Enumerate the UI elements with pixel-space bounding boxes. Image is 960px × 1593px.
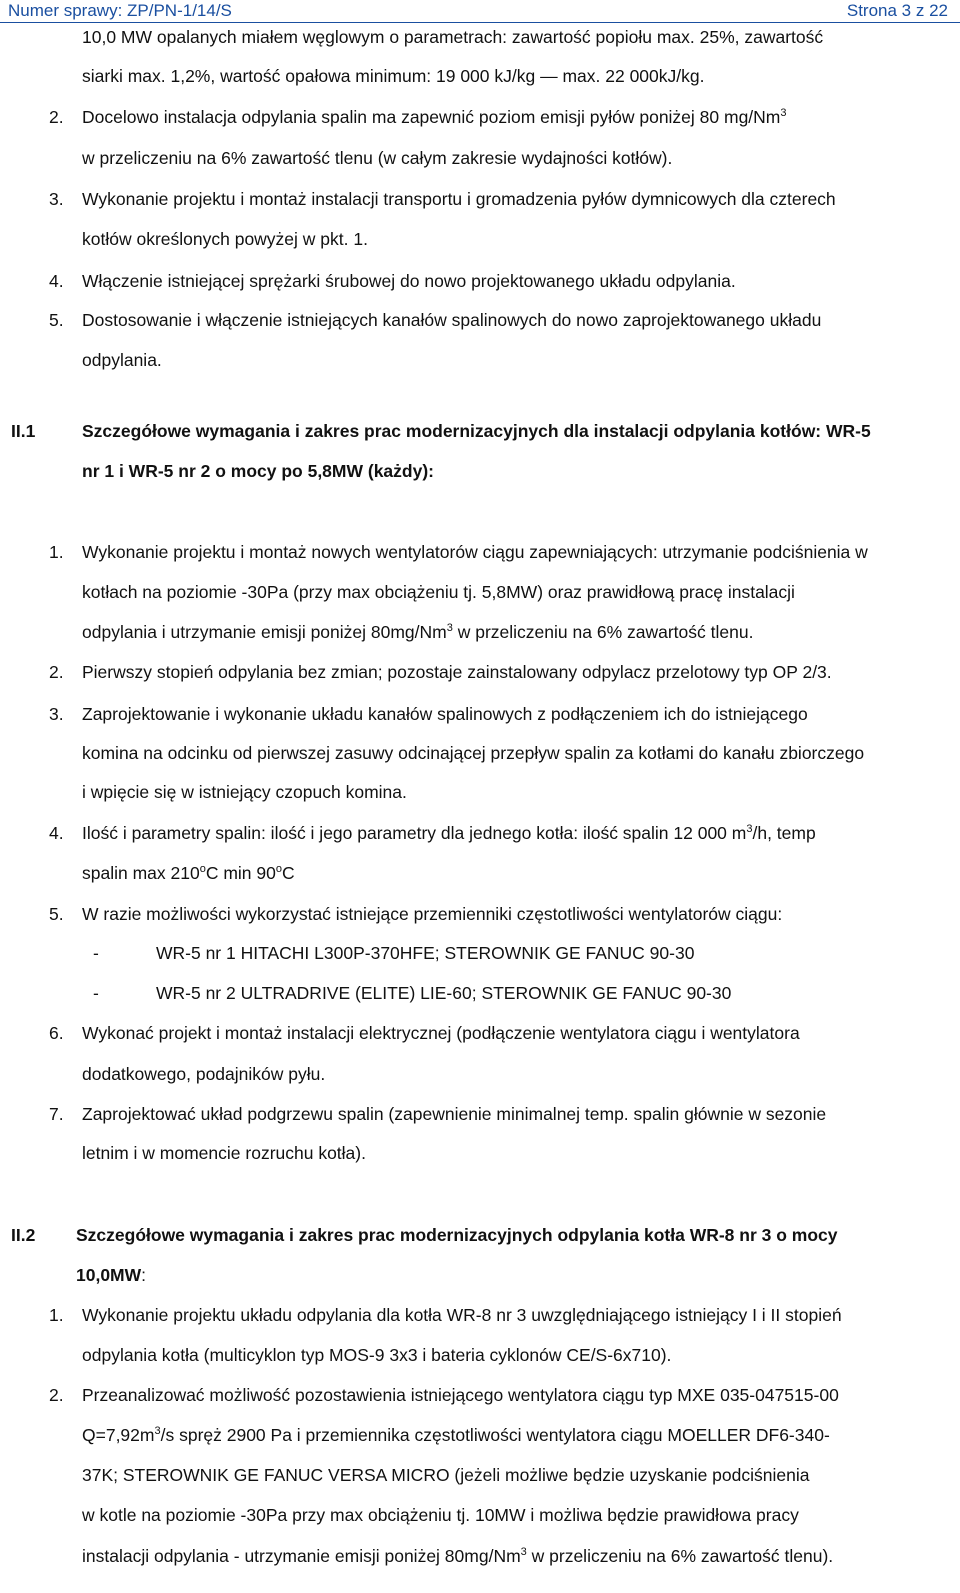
list-item-text: kotłach na poziomie -30Pa (przy max obciążeniu tj. 5,8MW) oraz prawidłową pracę instalacji	[82, 582, 795, 602]
list-item-text: Wykonanie projektu i montaż instalacji transportu i gromadzenia pyłów dymnicowych dla czterech	[82, 189, 836, 209]
case-number: Numer sprawy: ZP/PN-1/14/S	[8, 1, 232, 20]
intro-line: 10,0 MW opalanych miałem węglowym o parametrach: zawartość popiołu max. 25%, zawartość	[82, 27, 824, 47]
list-item-text: odpylania.	[82, 350, 162, 370]
list-item-text: letnim i w momencie rozruchu kotła).	[82, 1143, 366, 1163]
section-title: 10,0MW:	[76, 1265, 147, 1285]
list-item-text: w przeliczeniu na 6% zawartość tlenu (w całym zakresie wydajności kotłów).	[82, 148, 673, 168]
list-number: 2.	[49, 1385, 64, 1405]
list-number: 2.	[49, 662, 64, 682]
list-item-text: Pierwszy stopień odpylania bez zmian; pozostaje zainstalowany odpylacz przelotowy typ OP 2/3.	[82, 662, 832, 682]
section-number: II.2	[11, 1225, 36, 1245]
list-item-text: WR-5 nr 1 HITACHI L300P-370HFE; STEROWNIK GE FANUC 90-30	[156, 943, 695, 963]
list-number: 1.	[49, 542, 64, 562]
list-item-text: komina na odcinku od pierwszej zasuwy odcinającej przepływ spalin za kotłami do kanału zbiorczego	[82, 743, 865, 763]
list-item-text: odpylania i utrzymanie emisji poniżej 80mg/Nm$^3$ w przeliczeniu na 6% zawartość tlenu.	[82, 622, 754, 642]
list-item-text: Wykonanie projektu i montaż nowych wentylatorów ciągu zapewniających: utrzymanie podciśnienia w	[82, 542, 868, 562]
section-number: II.1	[11, 421, 36, 441]
list-item-text: w kotle na poziomie -30Pa przy max obciążeniu tj. 10MW i możliwa będzie prawidłowa pracy	[82, 1505, 799, 1525]
list-item-text: spalin max 210$^o$C min 90$^o$C	[82, 863, 295, 883]
list-number: 5.	[49, 904, 64, 924]
list-item-text: i wpięcie się w istniejący czopuch komina.	[82, 782, 407, 802]
list-item-text: Zaprojektować układ podgrzewu spalin (zapewnienie minimalnej temp. spalin głównie w sezonie	[82, 1104, 827, 1124]
section-title: Szczegółowe wymagania i zakres prac modernizacyjnych dla instalacji odpylania kotłów: WR-5	[82, 421, 871, 441]
list-number: 1.	[49, 1305, 64, 1325]
list-item-text: $Q=7,92m^3/s$ spręż 2900 Pa i przemiennika częstotliwości wentylatora ciągu MOELLER DF6-340-	[82, 1425, 830, 1445]
list-item-text: odpylania kotła (multicyklon typ MOS-9 3x3 i bateria cyklonów CE/S-6x710).	[82, 1345, 672, 1365]
intro-line: siarki max. 1,2%, wartość opałowa minimum: 19 000 kJ/kg — max. 22 000kJ/kg.	[82, 66, 705, 86]
list-item-text: dodatkowego, podajników pyłu.	[82, 1064, 326, 1084]
list-item-text: W razie możliwości wykorzystać istniejące przemienniki częstotliwości wentylatorów ciągu:	[82, 904, 783, 924]
list-item-text: Włączenie istniejącej sprężarki śrubowej do nowo projektowanego układu odpylania.	[82, 271, 736, 291]
list-item-text: Wykonanie projektu układu odpylania dla kotła WR-8 nr 3 uwzględniającego istniejący I i II stopień	[82, 1305, 842, 1325]
list-item-text: Przeanalizować możliwość pozostawienia istniejącego wentylatora ciągu typ MXE 035-047515-00	[82, 1385, 839, 1405]
list-number: 3.	[49, 704, 64, 724]
page-header	[0, 0, 960, 23]
dash-bullet: -	[93, 943, 99, 963]
list-item-text: Ilość i parametry spalin: ilość i jego parametry dla jednego kotła: ilość spalin 12 000 $m^3/h$, temp	[82, 823, 816, 843]
list-item-text: Dostosowanie i włączenie istniejących kanałów spalinowych do nowo zaprojektowanego układu	[82, 310, 822, 330]
list-number: 4.	[49, 271, 64, 291]
list-item-text: Zaprojektowanie i wykonanie układu kanałów spalinowych z podłączeniem ich do istniejącego	[82, 704, 808, 724]
list-item-text: 37K; STEROWNIK GE FANUC VERSA MICRO (jeżeli możliwe będzie uzyskanie podciśnienia	[82, 1465, 810, 1485]
list-item-text: WR-5 nr 2 ULTRADRIVE (ELITE) LIE-60; STEROWNIK GE FANUC 90-30	[156, 983, 732, 1003]
list-item-text: instalacji odpylania - utrzymanie emisji poniżej 80mg/Nm$^3$ w przeliczeniu na 6% zawartość tlenu).	[82, 1546, 834, 1566]
list-number: 3.	[49, 189, 64, 209]
page-number: Strona 3 z 22	[846, 1, 948, 20]
list-number: 4.	[49, 823, 64, 843]
list-number: 5.	[49, 310, 64, 330]
list-number: 6.	[49, 1023, 64, 1043]
list-number: 2.	[49, 107, 64, 127]
section-title: nr 1 i WR-5 nr 2 o mocy po 5,8MW (każdy):	[82, 461, 434, 481]
list-number: 7.	[49, 1104, 64, 1124]
list-item-text: Docelowo instalacja odpylania spalin ma zapewnić poziom emisji pyłów poniżej 80 mg/Nm$^3$	[82, 107, 787, 127]
dash-bullet: -	[93, 983, 99, 1003]
list-item-text: kotłów określonych powyżej w pkt. 1.	[82, 229, 368, 249]
list-item-text: Wykonać projekt i montaż instalacji elektrycznej (podłączenie wentylatora ciągu i wentylatora	[82, 1023, 800, 1043]
section-title: Szczegółowe wymagania i zakres prac modernizacyjnych odpylania kotła WR-8 nr 3 o mocy	[76, 1225, 838, 1245]
